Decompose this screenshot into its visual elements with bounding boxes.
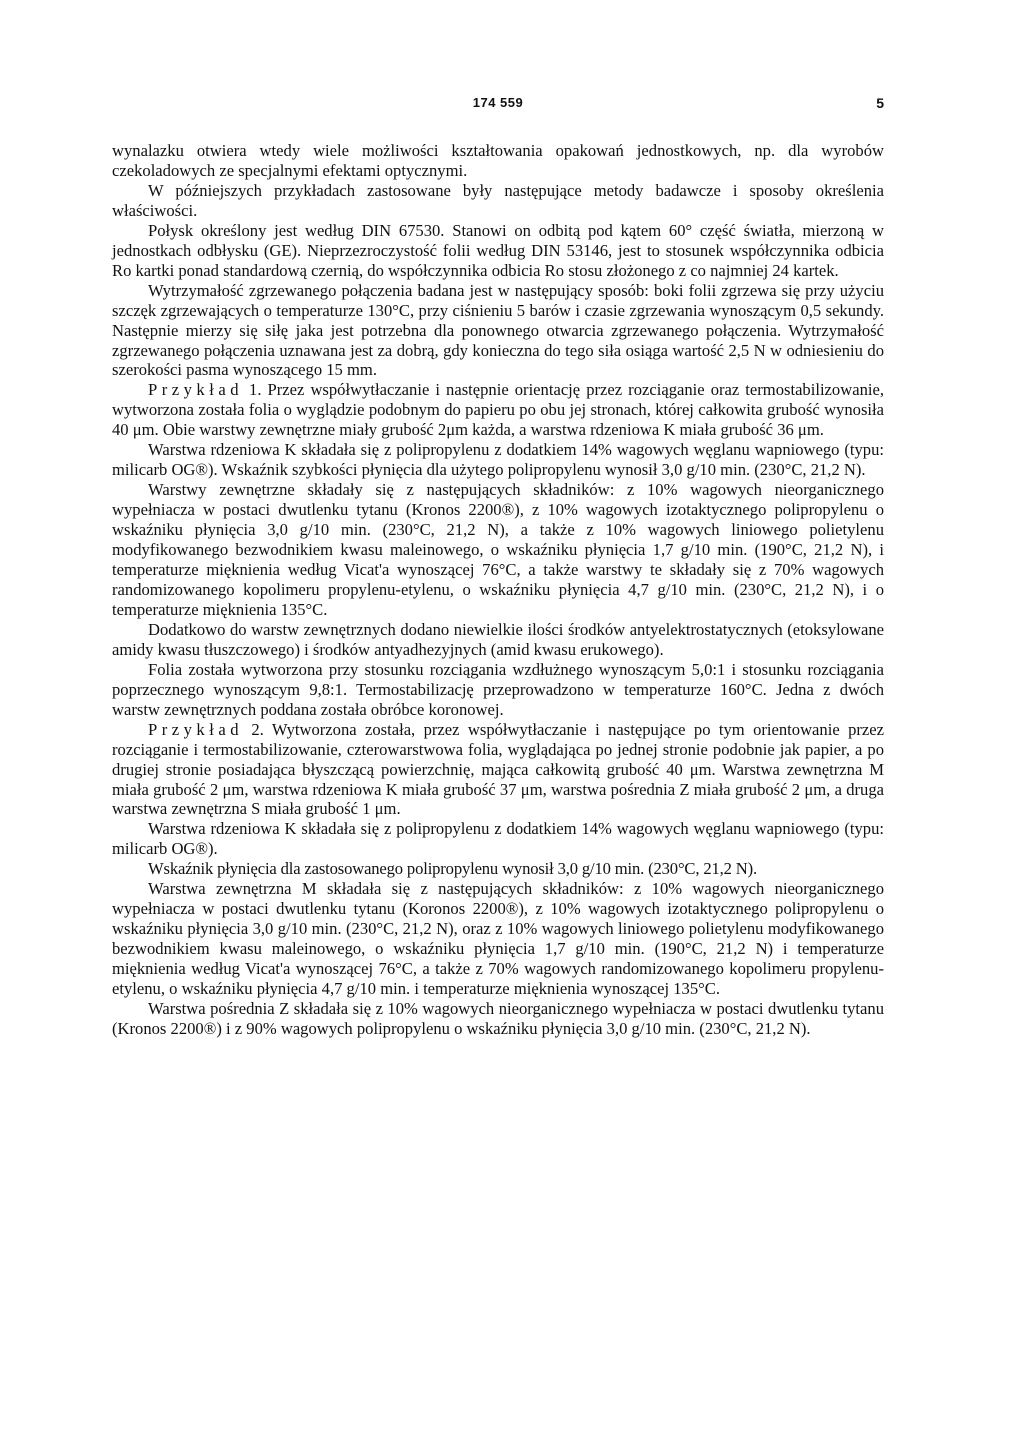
- page-number: 5: [876, 95, 884, 111]
- example-heading: Przykład: [148, 719, 243, 739]
- example-paragraph: [112, 720, 884, 820]
- paragraph: Połysk określony jest według DIN 67530. Stanowi on odbitą pod kątem 60° część światła, mierzoną w jednostkach odbłysku (GE). Nieprzezroczystość folii według DIN 53146, jest to stosunek współczynnika odbicia Ro kartki ponad standardową czernią, do współczynnika odbicia Ro stosu złożonego z co najmniej 24 kartek.: [112, 220, 884, 280]
- paragraph: Dodatkowo do warstw zewnętrznych dodano niewielkie ilości środków antyelektrostatycznych (etoksylowane amidy kwasu tłuszczowego) i środków antyadhezyjnych (amid kwasu erukowego).: [112, 619, 884, 659]
- paragraph: W późniejszych przykładach zastosowane były następujące metody badawcze i sposoby określenia właściwości.: [112, 180, 884, 220]
- paragraph: Warstwa zewnętrzna M składała się z następujących składników: z 10% wagowych nieorganicznego wypełniacza w postaci dwutlenku tytanu (Koronos 2200®), z 10% wagowych izotaktycznego polipropylenu o wskaźniku płynięcia 3,0 g/10 min. (230°C, 21,2 N), oraz z 10% wagowych liniowego polietylenu modyfikowanego bezwodnikiem kwasu maleinowego, o wskaźniku płynięcia 1,7 g/10 min. (190°C, 21,2 N) i temperaturze mięknienia według Vicat'a wynoszącej 76°C, a także z 70% wagowych randomizowanego kopolimeru propylenu-etylenu, o wskaźniku płynięcia 4,7 g/10 min. i temperaturze mięknienia wynoszącej 135°C.: [112, 879, 884, 999]
- paragraph: Warstwa pośrednia Z składała się z 10% wagowych nieorganicznego wypełniacza w postaci dwutlenku tytanu (Kronos 2200®) i z 90% wagowych polipropylenu o wskaźniku płynięcia 3,0 g/10 min. (230°C, 21,2 N).: [112, 998, 884, 1038]
- paragraph: Wytrzymałość zgrzewanego połączenia badana jest w następujący sposób: boki folii zgrzewa się przy użyciu szczęk zgrzewających o temperaturze 130°C, przy ciśnieniu 5 barów i czasie zgrzewania wynoszącym 0,5 sekundy. Następnie mierzy się siłę jaka jest potrzebna dla ponownego otwarcia zgrzewanego połączenia. Wytrzymałość zgrzewanego połączenia uznawana jest za dobrą, gdy konieczna do tego siła osiąga wartość 2,5 N w odniesieniu do szerokości pasma wynoszącego 15 mm.: [112, 280, 884, 380]
- paragraph-text: 1. Przez współwytłaczanie i następnie orientację przez rozciąganie oraz termostabilizowanie, wytworzona została folia o wyglądzie podobnym do papieru po obu jej stronach, której całkowita grubość wynosiła 40 μm. Obie warstwy zewnętrzne miały grubość 2μm każda, a warstwa rdzeniowa K miała grubość 36 μm.: [112, 380, 884, 440]
- paragraph: Warstwy zewnętrzne składały się z następujących składników: z 10% wagowych nieorganicznego wypełniacza w postaci dwutlenku tytanu (Kronos 2200®), z 10% wagowych izotaktycznego polipropylenu o wskaźniku płynięcia 3,0 g/10 min. (230°C, 21,2 N), a także z 10% wagowych liniowego polietylenu modyfikowanego bezwodnikiem kwasu maleinowego, o wskaźniku płynięcia 1,7 g/10 min. (190°C, 21,2 N), i temperaturze mięknienia według Vicat'a wynoszącej 76°C, a także warstwy te składały się z 70% wagowych randomizowanego kopolimeru propylenu-etylenu, o wskaźniku płynięcia 4,7 g/10 min. (230°C, 21,2 N), i o temperaturze mięknienia 135°C.: [112, 480, 884, 619]
- patent-number: 174 559: [472, 95, 524, 110]
- page-header: [112, 95, 884, 119]
- example-paragraph: [112, 380, 884, 440]
- paragraph: wynalazku otwiera wtedy wiele możliwości kształtowania opakowań jednostkowych, np. dla wyrobów czekoladowych ze specjalnymi efektami optycznymi.: [112, 141, 884, 180]
- example-heading: Przykład: [148, 380, 243, 400]
- paragraph-text: 2. Wytworzona została, przez współwytłaczanie i następujące po tym orientowanie przez rozciąganie i termostabilizowanie, czterowarstwowa folia, wyglądająca po jednej stronie podobnie jak papier, a po drugiej stronie posiadająca błyszczącą powierzchnię, mająca całkowitą grubość 40 μm. Warstwa zewnętrzna M miała grubość 2 μm, warstwa rdzeniowa K miała grubość 37 μm, warstwa pośrednia Z miała grubość 2 μm, a druga warstwa zewnętrzna S miała grubość 1 μm.: [112, 719, 884, 819]
- paragraph: Folia została wytworzona przy stosunku rozciągania wzdłużnego wynoszącym 5,0:1 i stosunku rozciągania poprzecznego wynoszącym 9,8:1. Termostabilizację przeprowadzono w temperaturze 160°C. Jedna z dwóch warstw zewnętrznych poddana została obróbce koronowej.: [112, 659, 884, 719]
- paragraph: Wskaźnik płynięcia dla zastosowanego polipropylenu wynosił 3,0 g/10 min. (230°C, 21,2 N).: [148, 859, 757, 879]
- body-text: [112, 141, 884, 1039]
- paragraph: Warstwa rdzeniowa K składała się z polipropylenu z dodatkiem 14% wagowych węglanu wapniowego (typu: milicarb OG®).: [112, 819, 884, 859]
- paragraph: Warstwa rdzeniowa K składała się z polipropylenu z dodatkiem 14% wagowych węglanu wapniowego (typu: milicarb OG®). Wskaźnik szybkości płynięcia dla użytego polipropylenu wynosił 3,0 g/10 min. (230°C, 21,2 N).: [112, 440, 884, 480]
